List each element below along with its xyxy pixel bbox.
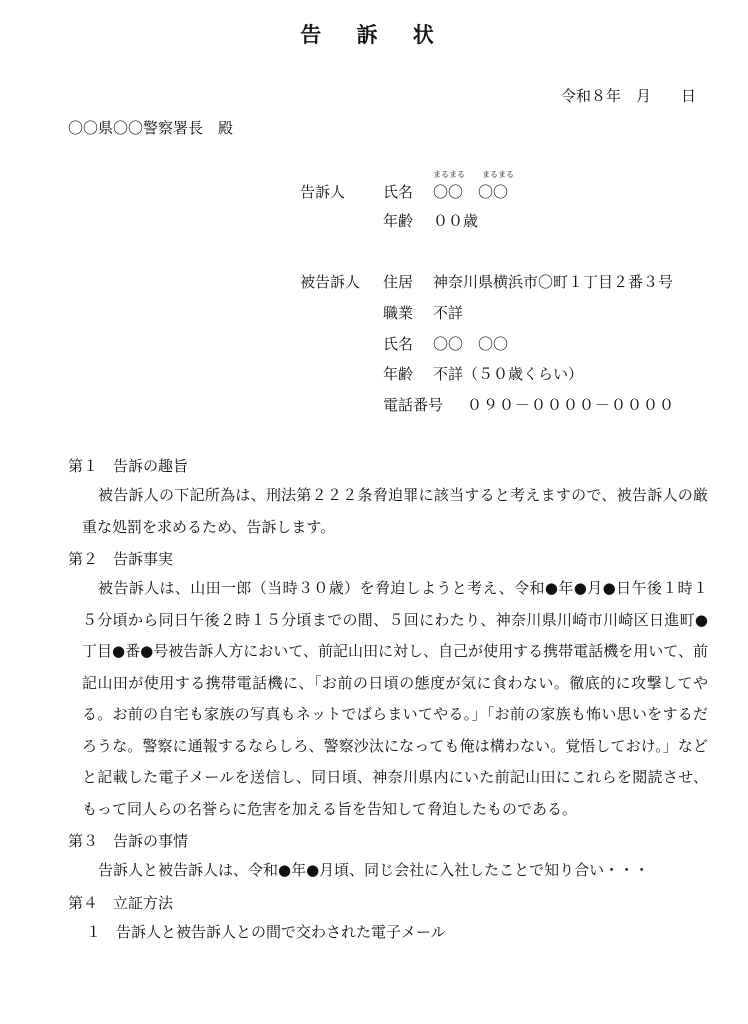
section-2-body: 被告訴人は、山田一郎（当時３０歳）を脅迫しようと考え、令和●年●月●日午後１時１５分頃から同日午後２時１５分頃までの間、５回にわたり、神奈川県川崎市川崎区日進町●丁目●番●号被告訴人方において、前記山田に対し、自己が使用する携帯電話機を用いて、前記山田が使用する携帯電話機に、「お前の日頃の態度が気に食わない。徹底的に攻撃してやる。お前の自宅も家族の写真もネットでばらまいてやる。」「お前の家族も怖い思いをするだろうな。警察に通報するならしろ、警察沙汰になっても俺は構わない。覚悟しておけ。」などと記載した電子メールを送信し、同日頃、神奈川県内にいた前記山田にこれらを閲読させ、もって同人らの名誉らに危害を加える旨を告知して脅迫したものである。 <box>82 579 708 818</box>
document-date: 令和８年 月 日 <box>560 87 696 105</box>
accused-address-field: 住居 <box>383 273 414 291</box>
section-2-heading: 第２ 告訴事実 <box>68 550 174 568</box>
accused-phone-value: ０９０－００００－００００ <box>467 396 676 414</box>
accused-name-field: 氏名 <box>383 335 414 353</box>
complainant-name-value: 〇〇 〇〇 <box>433 183 509 201</box>
accused-name-value: 〇〇 〇〇 <box>433 335 509 353</box>
section-1-heading: 第１ 告訴の趣旨 <box>68 457 189 475</box>
accused-age-value: 不詳（５０歳くらい） <box>433 365 584 383</box>
accused-phone-field: 電話番号 <box>383 396 444 414</box>
section-3-heading: 第３ 告訴の事情 <box>68 832 189 850</box>
sections <box>68 452 708 947</box>
document-title: 告 訴 状 <box>300 22 448 47</box>
complainant-name-ruby-1: まるまる <box>433 170 465 179</box>
accused-label: 被告訴人 <box>300 273 361 291</box>
section-4-item-1: １ 告訴人と被告訴人との間で交わされた電子メール <box>86 922 446 941</box>
addressee: 〇〇県〇〇警察署長 殿 <box>68 119 234 137</box>
accused-address-value: 神奈川県横浜市〇町１丁目２番３号 <box>433 273 674 291</box>
complainant-name-ruby-2: まるまる <box>482 170 514 179</box>
complainant-name-field: 氏名 <box>383 183 414 201</box>
complainant-age-field: 年齢 <box>383 212 414 230</box>
section-4-heading: 第４ 立証方法 <box>68 893 174 912</box>
complainant-label: 告訴人 <box>300 183 346 201</box>
accused-job-field: 職業 <box>383 304 414 322</box>
complainant-age-value: ００歳 <box>433 212 479 230</box>
accused-job-value: 不詳 <box>433 304 464 322</box>
accused-age-field: 年齢 <box>383 365 414 383</box>
section-1-body: 被告訴人の下記所為は、刑法第２２２条脅迫罪に該当すると考えますので、被告訴人の厳重な処罰を求めるため、告訴します。 <box>82 486 708 536</box>
section-3-body: 告訴人と被告訴人は、令和●年●月頃、同じ会社に入社したことで知り合い・・・ <box>98 861 650 879</box>
